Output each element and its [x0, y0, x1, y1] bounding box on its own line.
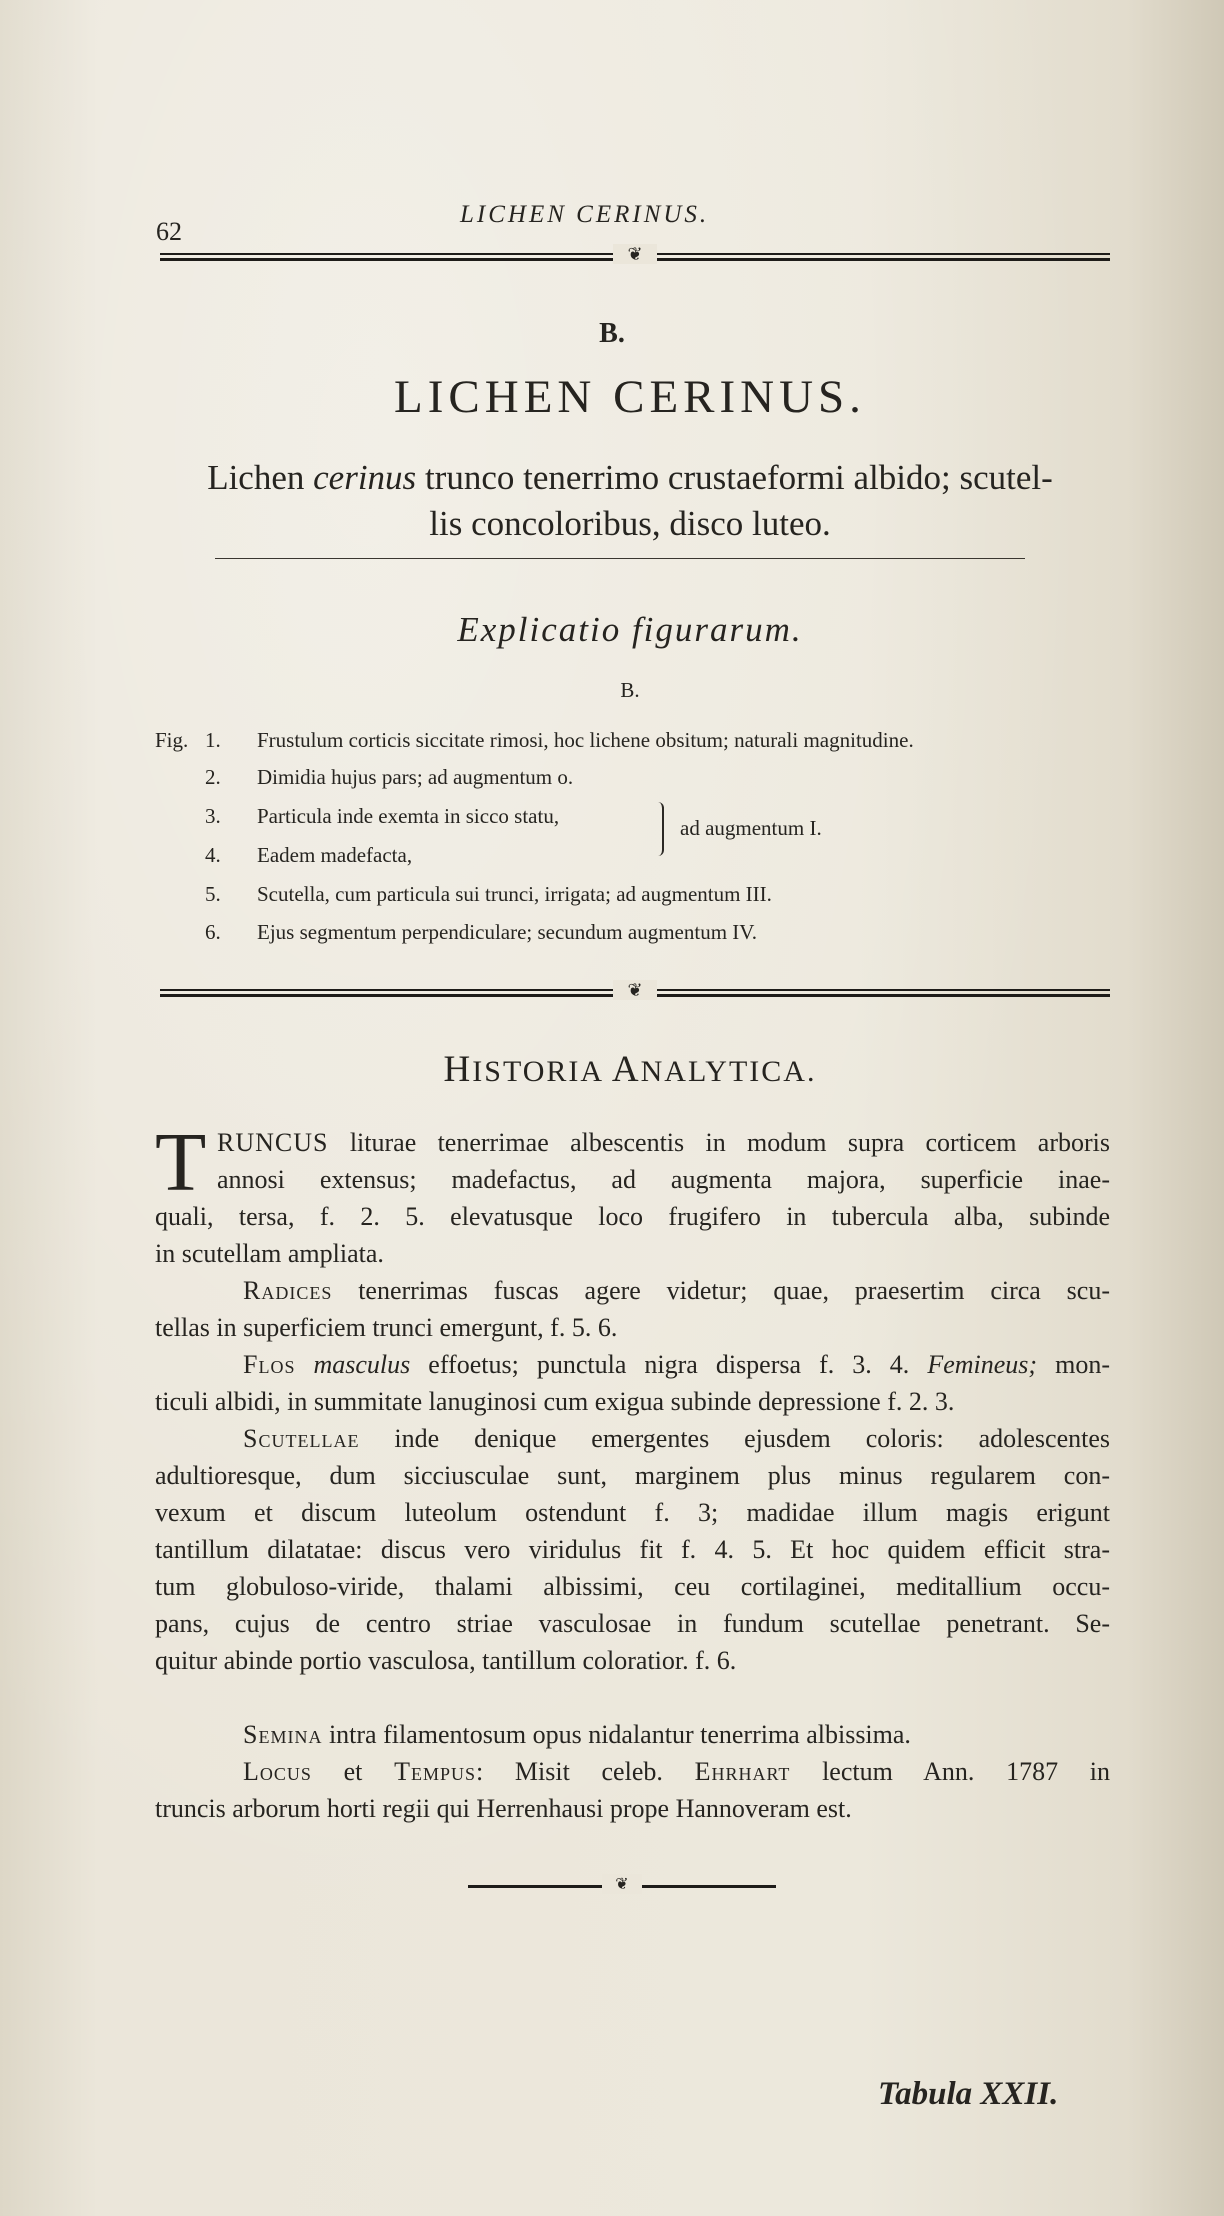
paragraph-flos: Flos masculus effoetus; punctula nigra dispersa f. 3. 4. Femineus; mon- ticuli albidi, in summitate lanuginosi cum exigua subinde depressione f. 2. 3.: [155, 1350, 1110, 1416]
fig-prefix: Fig.: [155, 728, 189, 752]
species-diagnosis: [150, 455, 1110, 547]
diagnosis-epithet: cerinus: [313, 458, 417, 497]
running-title: LICHEN CERINUS.: [460, 201, 710, 228]
paragraph-semina: Semina intra filamentosum opus nidalantur tenerrima albissima.: [243, 1720, 911, 1749]
drop-cap: T: [155, 1116, 207, 1209]
historia-title: HISTORIA ANALYTICA.: [443, 1049, 817, 1090]
catchword: Tabula XXII.: [878, 2076, 1059, 2112]
brace-icon: [648, 802, 664, 856]
header-rule: [160, 244, 1110, 264]
divider: [215, 558, 1025, 559]
tailpiece-ornament: [468, 1876, 776, 1893]
diagnosis-text: lis concoloribus, disco luteo.: [429, 504, 831, 543]
paragraph-scutellae: Scutellae inde denique emergentes ejusdem coloris: adolescentes adultioresque, dum sicciusculae sunt, marginem plus minus regularem con- vexum et discum luteolum ostendunt f. 3; madidae illum magis erigunt tantillum dilatatae: discus vero viridulus fit f. 4. 5. Et hoc quidem efficit stra- tum globuloso-viride, thalami albissimi, ceu cortilaginei, meditallium occu- pans, cujus de centro striae vasculosae in fundum scutellae penetrant. Se- quitur abinde portio vasculosa, tantillum coloratior. f. 6.: [155, 1424, 1110, 1675]
paragraph-radices: Radices tenerrimas fuscas agere videtur; quae, praesertim circa scu- tellas in superficiem trunci emergunt, f. 5. 6.: [155, 1276, 1110, 1342]
explicatio-title: Explicatio figurarum.: [457, 610, 803, 649]
page-number: 62: [156, 217, 182, 246]
brace-note: ad augmentum I.: [680, 816, 822, 840]
book-page: 62 LICHEN CERINUS. ❦ B. LICHEN CERINUS. Lichen cerinus trunco tenerrimo crustaeformi albido; scutel- lis concoloribus, disco luteo. Explicatio figurarum. B. Fig. 1. Frustulum corticis siccitate rimosi, hoc lichene obsitum; naturali magnitudine. 2. Dimidia hujus pars; ad augmentum o. 3. Particula inde exemta in sicco statu, 4. Eadem madefacta, ad augmentum I. 5. Scutella, cum particula sui trunci, irrigata; ad augmentum III. 6. Ejus segmentum perpendiculare; secundum augmentum IV. ❦ HISTORIA ANALYTICA. T RUNCUS liturae tenerrimae albescentis in modum supra corticem arboris annosi extensus; madefactus, ad augmenta majora, superficie inae- quali, tersa, f. 2. 5. elevatusque loco frugifero in tubercula alba, subinde in scutellam ampliata. Radices tenerrimas fuscas agere videtur; quae, praesertim circa scu- tellas in superficiem trunci emergunt, f. 5. 6. Flos masculus effoetus; punctula nigra dispersa f. 3. 4. Femineus; mon- ticuli albidi, in summitate lanuginosi cum exigua subinde depressione f. 2. 3. Scutellae inde denique emergentes ejusdem coloris: adolescentes adultioresque, dum sicciusculae sunt, marginem plus minus regularem con- vexum et discum luteolum ostendunt f. 3; madidae illum magis erigunt tantillum dilatatae: discus vero viridulus fit f. 4. 5. Et hoc quidem efficit stra- tum globuloso-viride, thalami albissimi, ceu cortilaginei, meditallium occu- pans, cujus de centro striae vasculosae in fundum scutellae penetrant. Se- quitur abinde portio vasculosa, tantillum coloratior. f. 6. Semina intra filamentosum opus nidalantur tenerrima albissima. Locus et Tempus: Misit celeb. Ehrhart lectum Ann. 1787 in truncis arborum horti regii qui Herrenhausi prope Hannoveram est. ❦ Tabula XXII.: [0, 0, 1224, 2216]
main-title: LICHEN CERINUS.: [394, 371, 866, 423]
paragraph-locus: Locus et Tempus: Misit celeb. Ehrhart lectum Ann. 1787 in truncis arborum horti regii qui Herrenhausi prope Hannoveram est.: [155, 1757, 1110, 1823]
diagnosis-text: trunco tenerrimo crustaeformi albido; scutel-: [416, 458, 1053, 497]
section-letter: B.: [599, 318, 625, 349]
paragraph-truncus: RUNCUS liturae tenerrimae albescentis in modum supra corticem arboris annosi extensus; madefactus, ad augmenta majora, superficie inae- quali, tersa, f. 2. 5. elevatusque loco frugifero in tubercula alba, subinde in scutellam ampliata.: [155, 1128, 1110, 1268]
section-rule: [160, 980, 1110, 1000]
diagnosis-text: Lichen: [207, 458, 314, 497]
ornament-icon: ❦: [613, 980, 657, 1000]
ornament-icon: ❦: [602, 1874, 642, 1894]
explicatio-letter: B.: [620, 678, 640, 702]
ornament-icon: ❦: [613, 244, 657, 264]
